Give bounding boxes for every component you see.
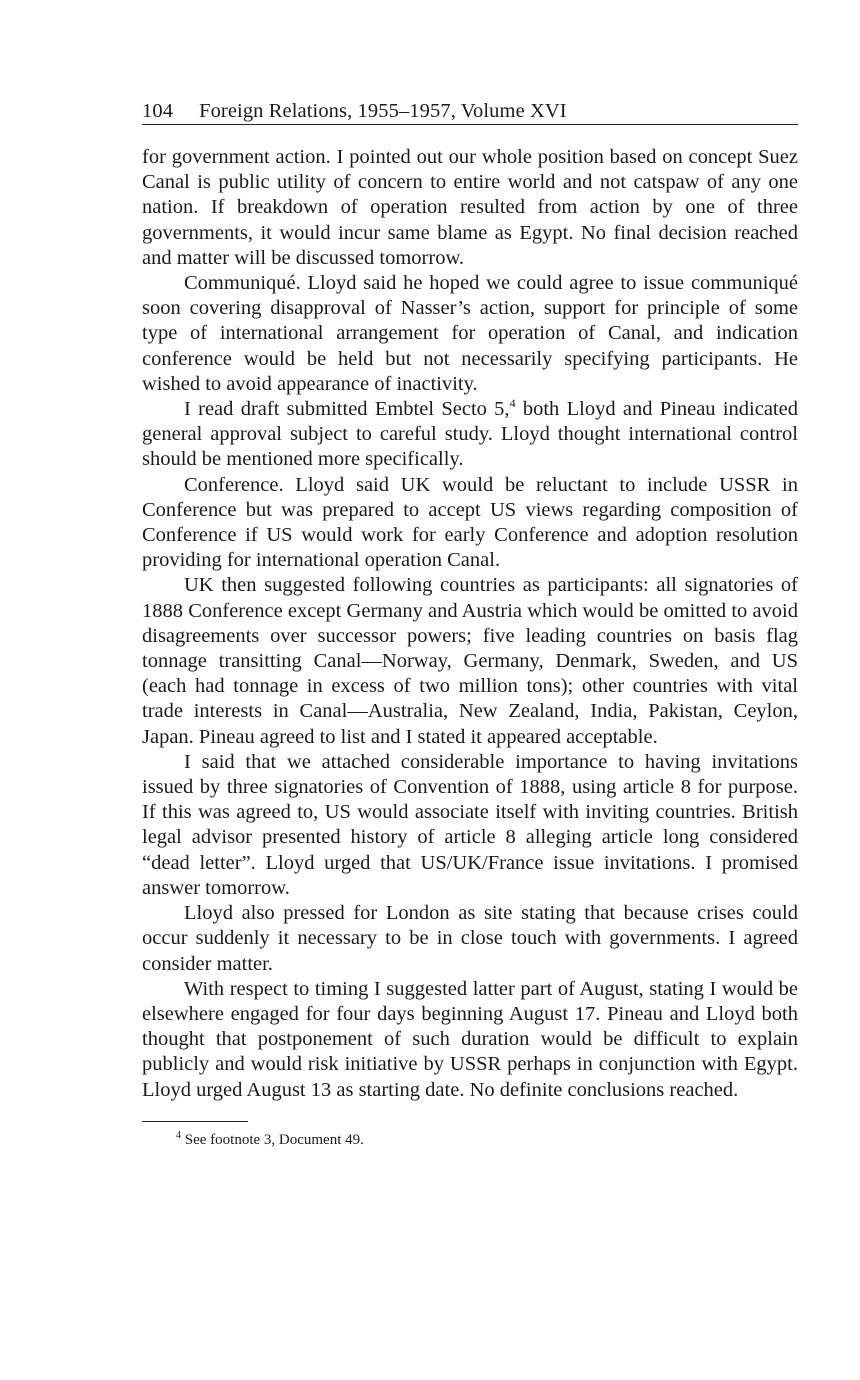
paragraph-invitations: I said that we attached considerable importance to having invitations issued by three signatories of Convention of 1888, using article 8 for purpose. If this was agreed to, US would associate itself with inviting countries. British legal advisor presented history of article 8 alleging article long considered “dead letter”. Lloyd urged that US/UK/France issue invitations. I promised answer tomorrow. (142, 750, 798, 899)
paragraph-conference: Conference. Lloyd said UK would be reluctant to include USSR in Conference but was prepared to accept US views regarding composition of Conference if US would work for early Conference and adoption resolution providing for international operation Canal. (142, 473, 798, 572)
volume-title: Foreign Relations, 1955–1957, Volume XVI (199, 100, 567, 122)
body-text (142, 145, 798, 1103)
running-head (142, 98, 798, 125)
paragraph-draft (142, 397, 798, 473)
footnote-marker: 4 (176, 1129, 181, 1141)
paragraph-1: for government action. I pointed out our whole position based on concept Suez Canal is public utility of concern to entire world and not catspaw of any one nation. If breakdown of operation resulted from action by one of three governments, it would incur same blame as Egypt. No final decision reached and matter will be discussed tomorrow. (142, 146, 798, 269)
page-number: 104 (142, 100, 174, 122)
document-page (142, 98, 798, 1150)
footnote-divider (142, 1121, 248, 1122)
paragraph-communique: Communiqué. Lloyd said he hoped we could agree to issue communiqué soon covering disapproval of Nasser’s action, support for principle of some type of international arrangement for operation of Canal, and indication conference would be held but not necessarily specifying participants. He wished to avoid appearance of inactivity. (142, 272, 798, 395)
paragraph-site: Lloyd also pressed for London as site stating that because crises could occur suddenly it necessary to be in close touch with governments. I agreed consider matter. (142, 902, 798, 975)
paragraph-draft-end: both Lloyd and Pineau indicated general approval subject to careful study. Lloyd thought international control should be mentioned more specifically. (142, 398, 798, 471)
footnote-reference[interactable]: 4 (509, 396, 516, 411)
paragraph-timing: With respect to timing I suggested latter part of August, stating I would be elsewhere engaged for four days beginning August 17. Pineau and Lloyd both thought that postponement of such duration would be difficult to explain publicly and would risk initiative by USSR perhaps in conjunction with Egypt. Lloyd urged August 13 as starting date. No definite conclusions reached. (142, 977, 798, 1101)
footnote-text: See footnote 3, Document 49. (181, 1131, 364, 1148)
footnote (142, 1130, 798, 1150)
paragraph-participants: UK then suggested following countries as participants: all signatories of 1888 Conference except Germany and Austria which would be omitted to avoid disagreements over successor powers; five leading countries on basis flag tonnage transitting Canal—Norway, Germany, Denmark, Sweden, and US (each had tonnage in excess of two million tons); other countries with vital trade interests in Canal—Australia, New Zealand, India, Pakistan, Ceylon, Japan. Pineau agreed to list and I stated it appeared acceptable. (142, 574, 798, 748)
paragraph-draft-start: I read draft submitted Embtel Secto 5, (184, 398, 510, 421)
